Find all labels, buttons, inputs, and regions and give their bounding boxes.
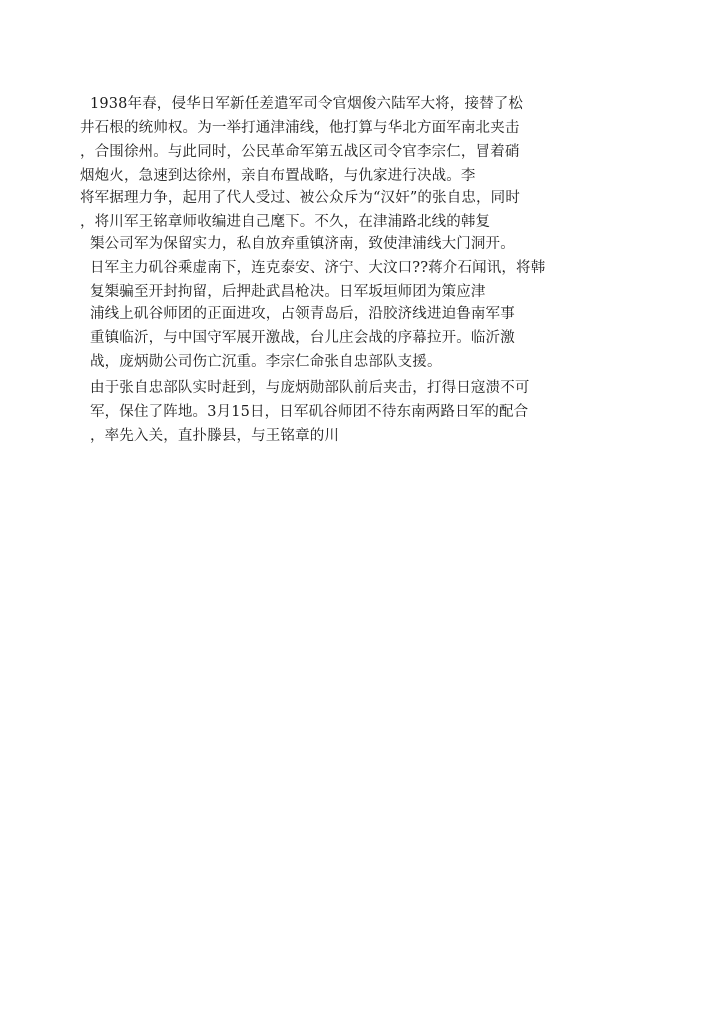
text-line: ，将川军王铭章师收编进自己麾下。不久，在津浦路北线的韩复 [80,214,491,230]
text-line: 军，保住了阵地。3月15日，日军矶谷师团不待东南两路日军的配合 [90,404,529,420]
text-line: 由于张自忠部队实时赶到，与庞炳勋部队前后夹击，打得日寇溃不可 [90,380,530,396]
text-line: 1938年春，侵华日军新任差遣军司令官烟俊六陆军大将，接替了松 [90,96,524,112]
text-line: 重镇临沂，与中国守军展开激战，台儿庄会战的序幕拉开。临沂激 [90,330,515,346]
text-line: ，率先入关，直扑滕县，与王铭章的川 [90,428,340,444]
text-line: 将军据理力争，起用了代人受过、被公众斥为“汉奸”的张自忠，同时 [80,190,520,206]
text-line: 复榘骗至开封拘留，后押赴武昌枪决。日军坂垣师团为策应津 [90,284,486,300]
text-line: 烟炮火，急速到达徐州，亲自布置战略，与仇家进行决战。李 [80,168,476,184]
text-line: 井石根的统帅权。为一举打通津浦线，他打算与华北方面军南北夹击 [80,120,520,136]
text-line: 日军主力矶谷乘虚南下，连克泰安、济宁、大汶口??蒋介石闻讯，将韩 [90,260,546,276]
text-line: 战，庞炳勋公司伤亡沉重。李宗仁命张自忠部队支援。 [90,354,442,370]
text-line: ，合围徐州。与此同时，公民革命军第五战区司令官李宗仁，冒着硝 [80,144,520,160]
text-line: 榘公司军为保留实力，私自放弃重镇济南，致使津浦线大门洞开。 [90,236,515,252]
text-line: 浦线上矶谷师团的正面进攻，占领青岛后，沿胶济线进迫鲁南军事 [90,306,515,322]
